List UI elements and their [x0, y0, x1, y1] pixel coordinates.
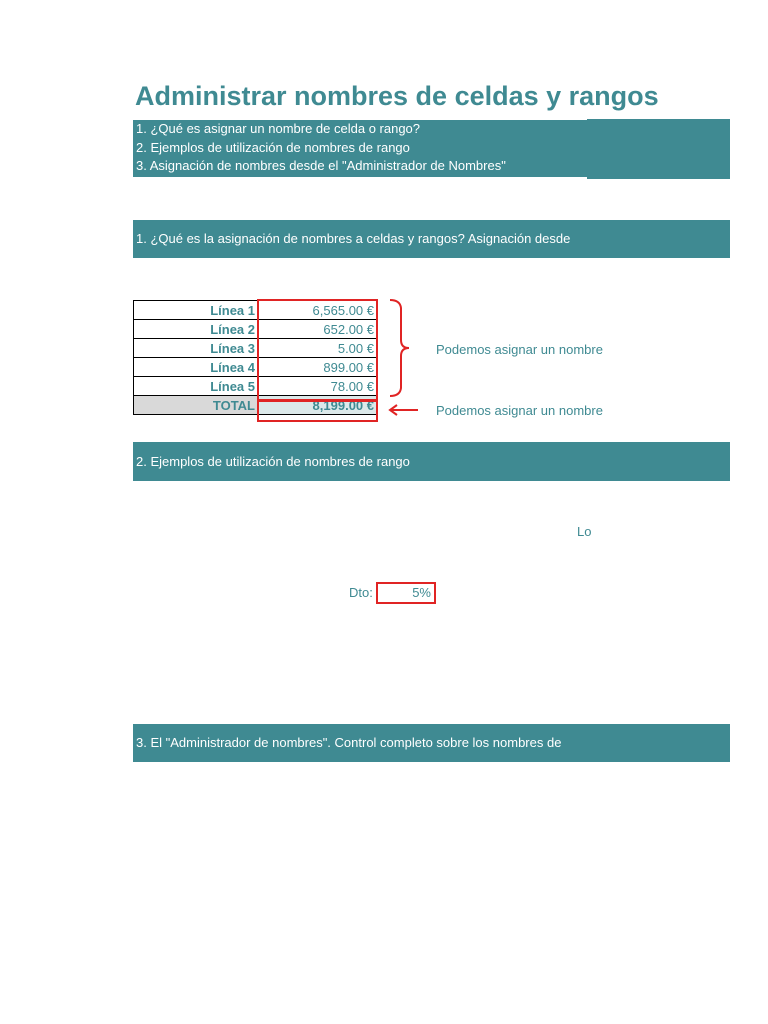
row-label: Línea 3	[134, 339, 258, 358]
page-title: Administrar nombres de celdas y rangos	[135, 81, 659, 111]
total-name-note: Podemos asignar un nombre	[436, 403, 603, 418]
example-stub-text: Lo	[577, 524, 592, 539]
row-label: Línea 2	[134, 320, 258, 339]
section-1-title: 1. ¿Qué es la asignación de nombres a celdas y rangos? Asignación desde	[136, 231, 571, 246]
range-bracket-icon	[388, 298, 412, 398]
row-label: Línea 1	[134, 301, 258, 320]
row-value[interactable]: 5.00 €	[258, 339, 377, 358]
row-label: Línea 5	[134, 377, 258, 396]
toc-item-2[interactable]: 2. Ejemplos de utilización de nombres de rango	[136, 139, 410, 155]
row-value[interactable]: 652.00 €	[258, 320, 377, 339]
toc-item-3[interactable]: 3. Asignación de nombres desde el "Administrador de Nombres"	[136, 158, 506, 173]
section-3-header	[133, 724, 730, 762]
row-value[interactable]: 78.00 €	[258, 377, 377, 396]
named-cell-highlight	[257, 400, 378, 422]
total-label: TOTAL	[134, 396, 258, 415]
arrow-left-icon	[386, 403, 420, 417]
row-label: Línea 4	[134, 358, 258, 377]
section-2-title: 2. Ejemplos de utilización de nombres de rango	[136, 454, 410, 469]
section-3-title: 3. El "Administrador de nombres". Control completo sobre los nombres de	[136, 735, 562, 750]
named-range-highlight	[257, 299, 378, 401]
row-value[interactable]: 899.00 €	[258, 358, 377, 377]
toc-item-1[interactable]: 1. ¿Qué es asignar un nombre de celda o rango?	[136, 121, 421, 136]
row-value[interactable]: 6,565.00 €	[258, 301, 377, 320]
toc-band-extension	[587, 119, 730, 179]
range-name-note: Podemos asignar un nombre	[436, 342, 603, 357]
section-2-header	[133, 442, 730, 481]
table-of-contents	[133, 120, 587, 177]
section-1-header	[133, 220, 730, 258]
total-value[interactable]: 8,199.00 €	[258, 396, 377, 415]
discount-cell[interactable]: 5%	[376, 582, 436, 604]
discount-label: Dto:	[349, 585, 373, 600]
